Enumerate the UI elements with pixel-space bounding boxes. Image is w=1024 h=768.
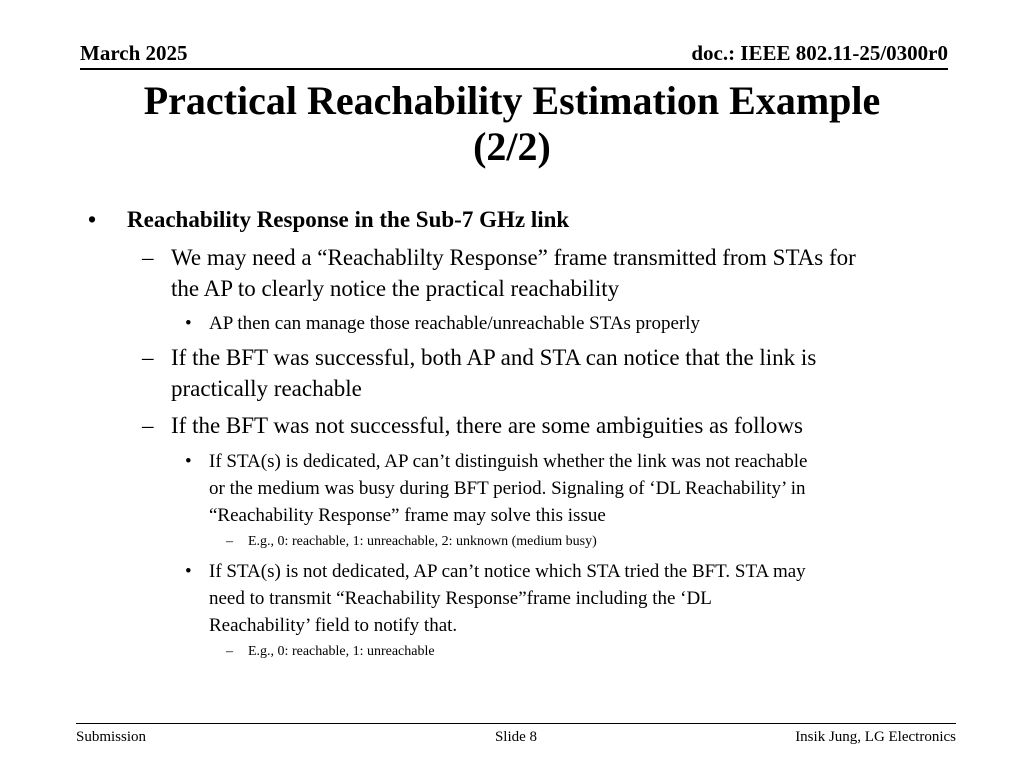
slide-title (40, 78, 984, 170)
slide-title-line-2: (2/2) (473, 124, 551, 169)
sub-bullet-3: If the BFT was not successful, there are some ambiguities as follows (171, 413, 803, 438)
sub-bullet-3-child-1-line-2: or the medium was busy during BFT period. Signaling of ‘DL Reachability’ in (209, 478, 806, 499)
sub-bullet-3-child-1-line-3: “Reachability Response” frame may solve this issue (209, 505, 606, 526)
header-rule (80, 68, 948, 70)
dash-marker: – (226, 644, 233, 659)
bullet-main: Reachability Response in the Sub-7 GHz link (127, 207, 570, 232)
sub-bullet-1-line-2: the AP to clearly notice the practical reachability (171, 276, 620, 301)
dash-marker: – (142, 345, 154, 370)
sub-bullet-3-child-2-example: E.g., 0: reachable, 1: unreachable (248, 644, 435, 659)
footer-submission: Submission (76, 729, 147, 745)
footer-slide-number: Slide 8 (494, 729, 538, 745)
dash-marker: – (226, 534, 233, 549)
sub-bullet-3-child-2-line-1: If STA(s) is not dedicated, AP can’t notice which STA tried the BFT. STA may (209, 561, 806, 582)
sub-bullet-3-child-2-line-3: Reachability’ field to notify that. (209, 615, 458, 636)
bullet-marker: • (185, 561, 192, 582)
bullet-marker: • (185, 313, 192, 334)
sub-bullet-1-child-1: AP then can manage those reachable/unreachable STAs properly (209, 313, 701, 334)
sub-bullet-3-child-2-line-2: need to transmit “Reachability Response”frame including the ‘DL (209, 588, 712, 609)
footer-author: Insik Jung, LG Electronics (795, 729, 956, 745)
bullet-marker: • (88, 207, 97, 232)
sub-bullet-3-child-1-example: E.g., 0: reachable, 1: unreachable, 2: unknown (medium busy) (248, 534, 597, 549)
header-date: March 2025 (80, 41, 188, 65)
bullet-marker: • (185, 451, 192, 472)
dash-marker: – (142, 413, 154, 438)
slide-title-line-1: Practical Reachability Estimation Example (143, 78, 881, 123)
sub-bullet-2-line-1: If the BFT was successful, both AP and STA can notice that the link is (171, 345, 817, 370)
dash-marker: – (142, 245, 154, 270)
header-doc-id: doc.: IEEE 802.11-25/0300r0 (691, 41, 948, 65)
footer-rule (76, 723, 956, 724)
sub-bullet-1-line-1: We may need a “Reachablilty Response” frame transmitted from STAs for (171, 245, 856, 270)
sub-bullet-2-line-2: practically reachable (171, 376, 362, 401)
sub-bullet-3-child-1-line-1: If STA(s) is dedicated, AP can’t distinguish whether the link was not reachable (209, 451, 808, 472)
